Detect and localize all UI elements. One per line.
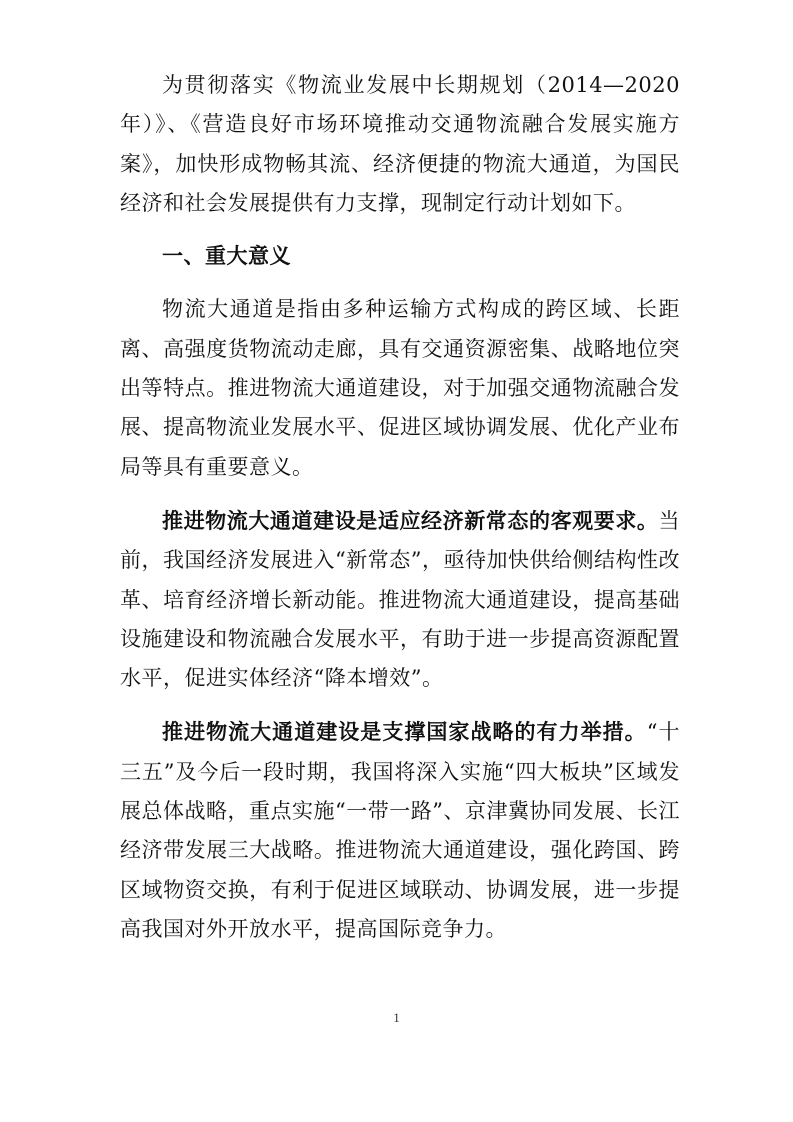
significance-paragraph-national-strategy	[120, 712, 680, 949]
document-body	[120, 66, 680, 963]
page-number: 1	[393, 1010, 400, 1025]
paragraph-lead-new-normal: 推进物流大通道建设是适应经济新常态的客观要求。	[162, 507, 659, 533]
paragraph-body-new-normal: 当前，我国经济发展进入“新常态”，亟待加快供给侧结构性改革、培育经济增长新动能。推进物流大通道建设，提高基础设施建设和物流融合发展水平，有助于进一步提高资源配置水平，促进实体经济“降本增效”。	[120, 508, 680, 691]
paragraph-body-national-strategy: “十三五”及今后一段时期，我国将深入实施“四大板块”区域发展总体战略，重点实施“一带一路”、京津冀协同发展、长江经济带发展三大战略。推进物流大通道建设，强化跨国、跨区域物资交换，有利于促进区域联动、协调发展，进一步提高我国对外开放水平，提高国际竞争力。	[120, 720, 680, 941]
intro-paragraph: 为贯彻落实《物流业发展中长期规划（2014—2020年）》、《营造良好市场环境推动交通物流融合发展实施方案》，加快形成物畅其流、经济便捷的物流大通道，为国民经济和社会发展提供有力支撑，现制定行动计划如下。	[120, 73, 680, 215]
section-heading-significance: 一、重大意义	[162, 244, 291, 269]
significance-paragraph-new-normal	[120, 501, 680, 698]
significance-paragraph-definition: 物流大通道是指由多种运输方式构成的跨区域、长距离、高强度货物流动走廊，具有交通资源密集、战略地位突出等特点。推进物流大通道建设，对于加强交通物流融合发展、提高物流业发展水平、促进区域协调发展、优化产业布局等具有重要意义。	[120, 297, 680, 479]
paragraph-lead-national-strategy: 推进物流大通道建设是支撑国家战略的有力举措。	[162, 719, 647, 745]
